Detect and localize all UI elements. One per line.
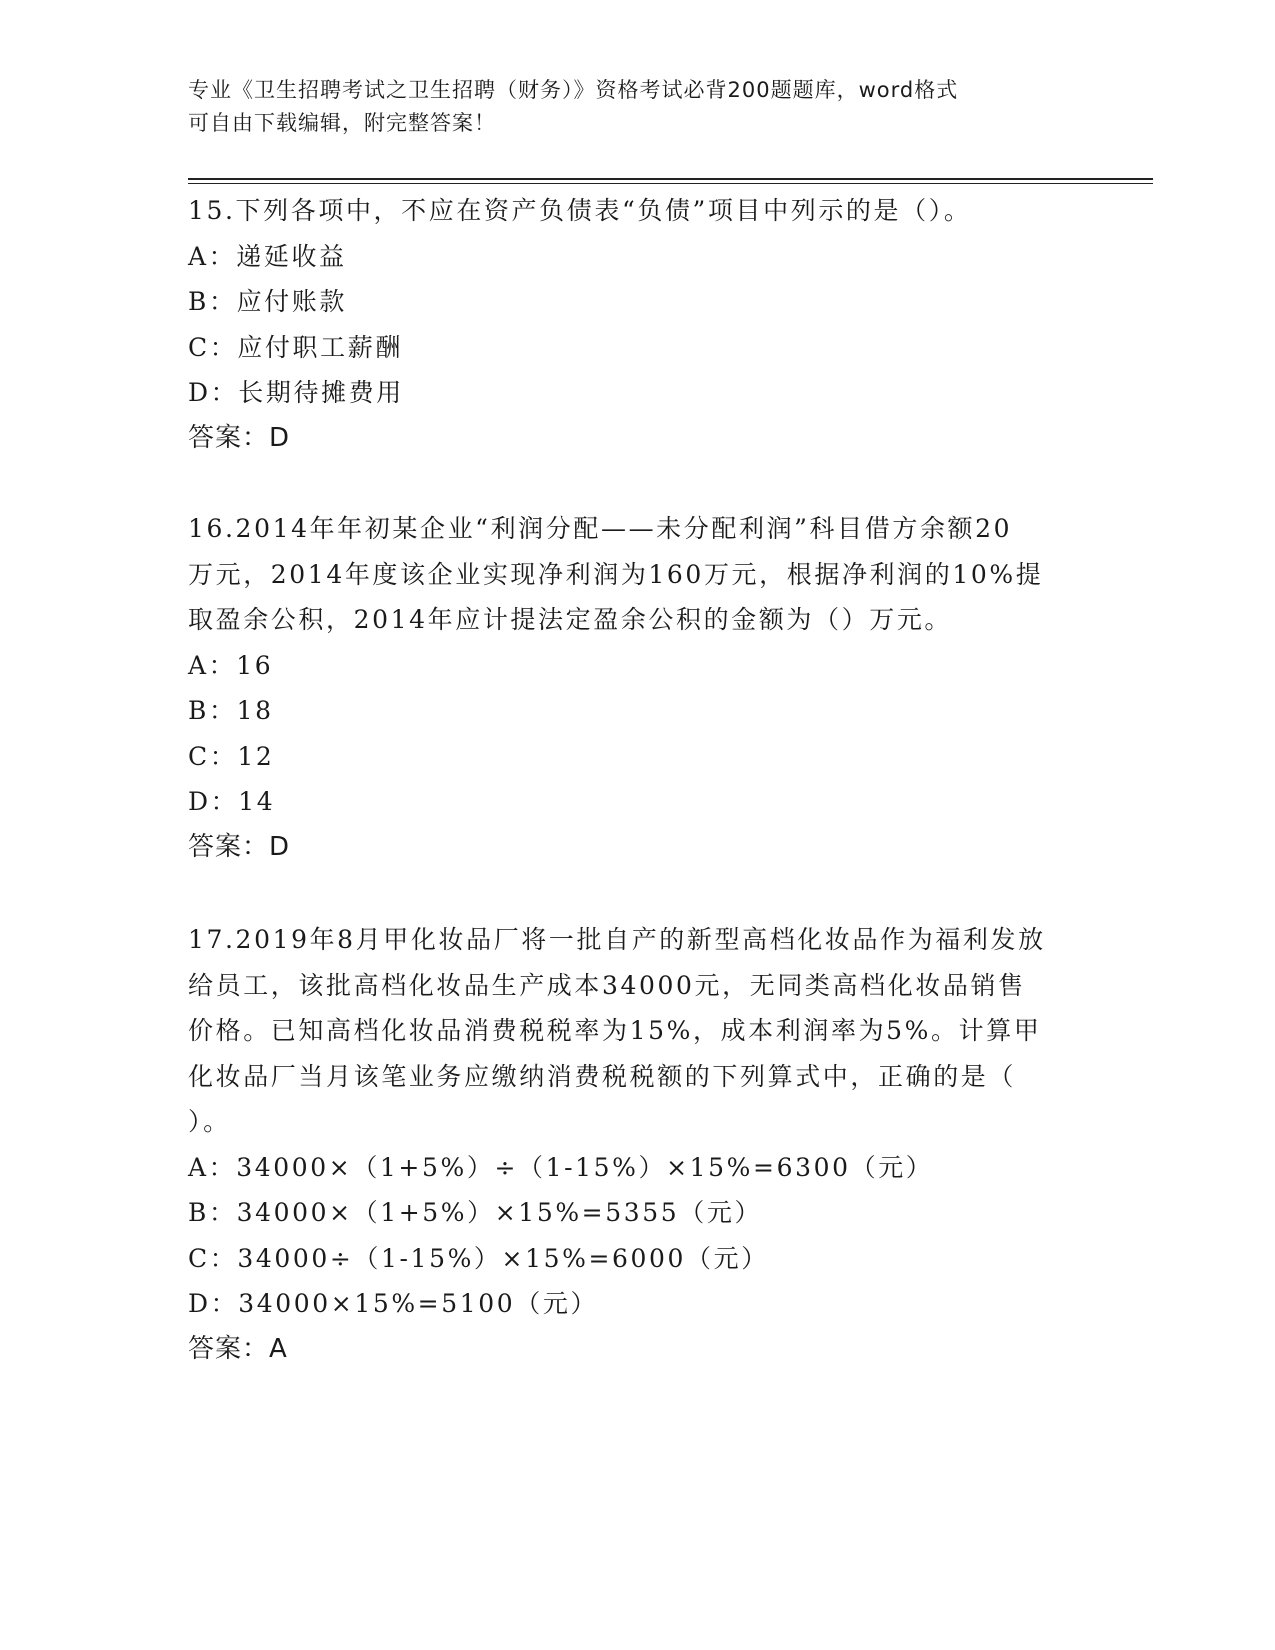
header-divider-thin <box>188 183 1153 184</box>
option-b: B：18 <box>188 696 274 725</box>
option-b: B：应付账款 <box>188 287 347 316</box>
question-stem-line: 给员工，该批高档化妆品生产成本34000元，无同类高档化妆品销售 <box>188 970 1026 1000</box>
option-d: D：长期待摊费用 <box>188 378 404 407</box>
question-stem-line: 16.2014年年初某企业“利润分配——未分配利润”科目借方余额20 <box>188 514 1013 543</box>
option-d: D：34000×15%=5100（元） <box>188 1289 599 1318</box>
header-line-1: 专业《卫生招聘考试之卫生招聘（财务）》资格考试必背200题题库，word格式 <box>188 78 959 102</box>
question-stem-line: 价格。已知高档化妆品消费税税率为15%，成本利润率为5%。计算甲 <box>188 1016 1042 1045</box>
option-c: C：应付职工薪酬 <box>188 332 403 362</box>
option-a: A：16 <box>188 650 274 680</box>
question-stem-line: 万元，2014年度该企业实现净利润为160万元，根据净利润的10%提 <box>188 559 1044 589</box>
question-stem-line: 化妆品厂当月该笔业务应缴纳消费税税额的下列算式中，正确的是（ <box>188 1061 1017 1091</box>
page-header <box>188 74 1088 140</box>
header-line-2: 可自由下载编辑，附完整答案！ <box>188 111 496 135</box>
option-c: C：12 <box>188 741 275 771</box>
question-15 <box>188 188 1088 461</box>
option-d: D：14 <box>188 787 276 816</box>
option-a: A：递延收益 <box>188 241 347 271</box>
header-divider-thick <box>188 178 1153 180</box>
question-stem-line: 取盈余公积，2014年应计提法定盈余公积的金额为（）万元。 <box>188 605 953 634</box>
question-stem-line: ）。 <box>188 1107 231 1136</box>
answer-label: 答案：A <box>188 1333 288 1364</box>
option-b: B：34000×（1+5%）×15%=5355（元） <box>188 1198 763 1227</box>
question-stem-line: 17.2019年8月甲化妆品厂将一批自产的新型高档化妆品作为福利发放 <box>188 925 1046 954</box>
option-a: A：34000×（1+5%）÷（1-15%）×15%=6300（元） <box>188 1152 934 1182</box>
question-17 <box>188 917 1088 1372</box>
question-stem-line: 15.下列各项中，不应在资产负债表“负债”项目中列示的是（）。 <box>188 196 972 225</box>
question-16 <box>188 506 1088 870</box>
answer-label: 答案：D <box>188 422 291 453</box>
answer-label: 答案：D <box>188 831 291 862</box>
option-c: C：34000÷（1-15%）×15%=6000（元） <box>188 1243 769 1273</box>
